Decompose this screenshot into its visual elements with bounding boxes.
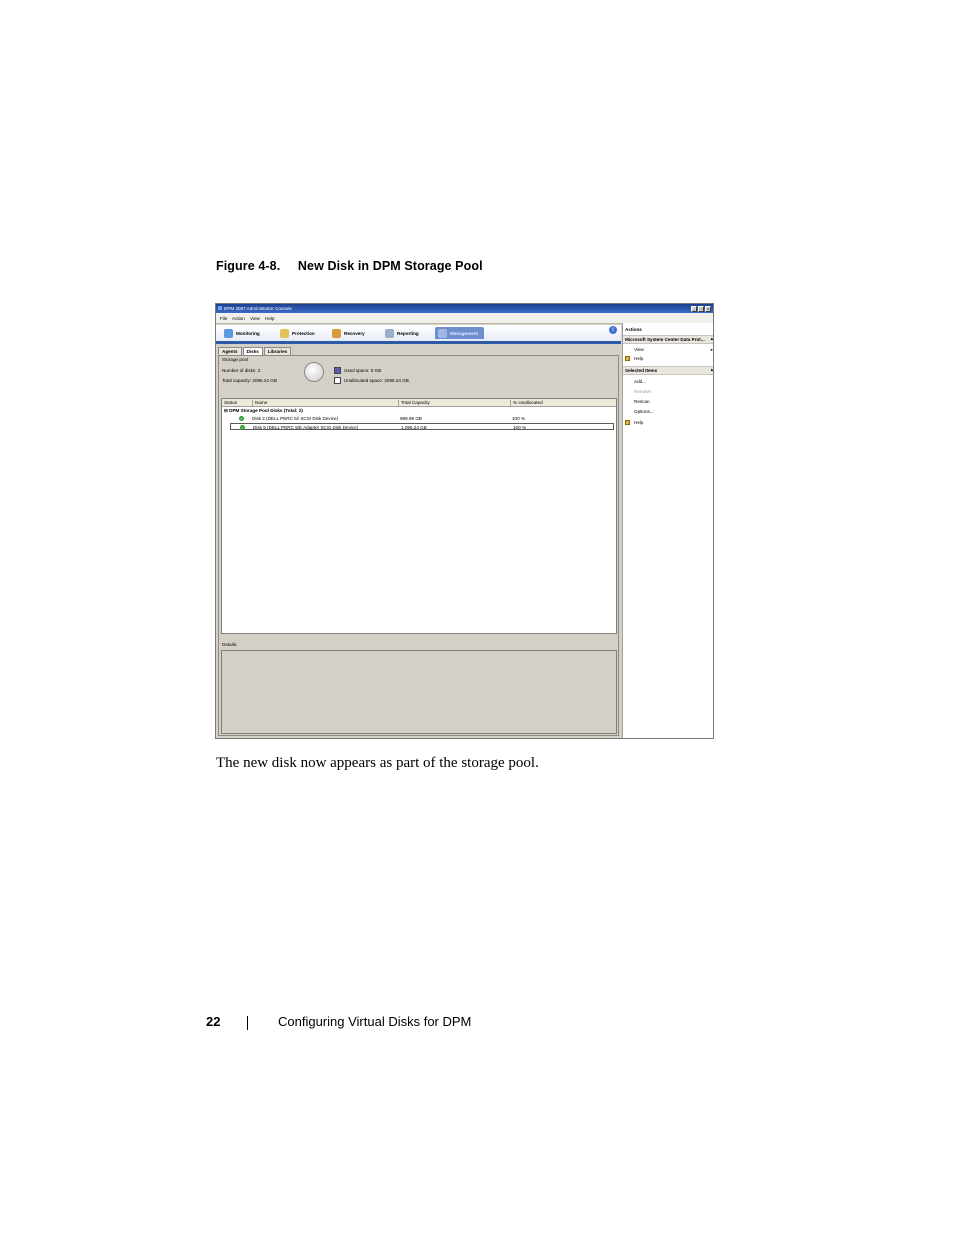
footer-separator [247, 1016, 248, 1030]
column-unallocated[interactable]: % Unallocated [510, 400, 543, 406]
menu-action[interactable]: Action [232, 315, 245, 321]
grid-header [222, 399, 616, 407]
group-label: DPM Storage Pool Disks (Total: 2) [229, 408, 303, 413]
actions-pane [622, 323, 714, 738]
tab-reporting-label: Reporting [397, 330, 419, 336]
figure-number: Figure 4-8. [216, 259, 281, 273]
app-icon [218, 306, 222, 310]
column-name[interactable]: Name [252, 400, 267, 406]
tab-recovery-label: Recovery [344, 330, 365, 336]
legend-unallocated-space [334, 377, 409, 384]
footer-title: Configuring Virtual Disks for DPM [278, 1014, 472, 1029]
details-label: Details: [222, 642, 238, 647]
used-space-label: Used space: 0 GB [344, 368, 382, 373]
collapse-icon[interactable]: ▴ [710, 336, 713, 341]
tab-protection-label: Protection [292, 330, 315, 336]
management-icon [438, 329, 447, 338]
actions-header: Actions [625, 327, 642, 332]
actions-context: Microsoft System Center Data Prot... [625, 337, 705, 342]
selected-items-header: Selected Items [625, 368, 658, 373]
body-paragraph: The new disk now appears as part of the storage pool. [216, 755, 539, 771]
dpm-console-screenshot [215, 303, 714, 739]
selected-items-bar[interactable] [623, 366, 714, 375]
menu-view[interactable]: View [250, 315, 260, 321]
action-rescan[interactable]: Rescan [634, 399, 650, 404]
disk-name: Disk 2 (DELL PERC 5/i SCSI Disk Device) [252, 416, 339, 421]
tab-agents[interactable]: Agents [218, 347, 242, 356]
protection-icon [280, 329, 289, 338]
disk-name: Disk 5 (DELL PERC 5/E Adapter SCSI Disk Device) [253, 425, 359, 430]
tab-monitoring-label: Monitoring [236, 330, 260, 336]
status-ok-icon: ✓ [240, 425, 245, 430]
figure-title: New Disk in DPM Storage Pool [297, 259, 483, 273]
grid-group-header[interactable]: ⊟ DPM Storage Pool Disks (Total: 2) [224, 408, 303, 413]
status-ok-icon: ✓ [239, 416, 244, 421]
actions-context-bar[interactable] [623, 335, 714, 344]
window-title: DPM 2007 Administrator Console [224, 305, 292, 311]
help-icon [625, 356, 630, 361]
recovery-icon [332, 329, 341, 338]
action-remove[interactable]: Remove [634, 389, 652, 394]
disks-pane [218, 355, 619, 736]
action-help-2[interactable]: Help [634, 420, 644, 425]
details-panel [221, 650, 617, 734]
chevron-right-icon: ▸ [710, 347, 713, 352]
number-of-disks: Number of disks: 2 [222, 368, 261, 373]
disk-unallocated: 100 % [513, 425, 527, 430]
maximize-button[interactable]: □ [699, 305, 703, 311]
navigation-bar [216, 325, 621, 344]
window-controls [691, 306, 711, 312]
used-space-swatch [334, 367, 341, 374]
disk-capacity: 999.99 GB [400, 416, 422, 421]
column-status[interactable]: Status [224, 400, 238, 405]
collapse-icon[interactable]: ▴ [710, 367, 713, 372]
disks-grid [221, 398, 617, 634]
disk-unallocated: 100 % [512, 416, 526, 421]
help-icon [625, 420, 630, 425]
tab-management-label: Management [450, 330, 479, 336]
tab-disks[interactable]: Disks [243, 347, 263, 356]
reporting-icon [385, 329, 394, 338]
action-view[interactable]: View [634, 347, 644, 352]
minimize-button[interactable]: _ [692, 305, 696, 311]
menu-file[interactable]: File [220, 315, 228, 321]
menu-help[interactable]: Help [265, 315, 275, 321]
page-number: 22 [206, 1014, 221, 1029]
tab-reporting[interactable] [385, 327, 419, 339]
disk-capacity: 1,096.24 GB [401, 425, 427, 430]
storage-pool-label: Storage pool [222, 357, 249, 362]
figure-caption [216, 259, 483, 273]
action-add[interactable]: Add... [634, 379, 647, 384]
tab-monitoring[interactable] [224, 327, 260, 339]
tab-libraries[interactable]: Libraries [264, 347, 291, 356]
close-button[interactable]: x [707, 305, 709, 311]
unallocated-space-swatch [334, 377, 341, 384]
tab-recovery[interactable] [332, 327, 365, 339]
unallocated-space-label: Unallocated space: 2096.24 GB [344, 378, 409, 383]
column-total-capacity[interactable]: Total Capacity [398, 400, 430, 406]
tab-protection[interactable] [280, 327, 315, 339]
table-row[interactable] [230, 423, 614, 430]
storage-pie-chart [304, 362, 324, 382]
tab-management[interactable] [435, 327, 484, 339]
monitoring-icon [224, 329, 233, 338]
table-row[interactable] [230, 415, 614, 422]
action-options[interactable]: Options... [634, 409, 654, 414]
info-icon[interactable]: i [609, 326, 617, 334]
legend-used-space [334, 367, 381, 374]
window-titlebar [216, 304, 713, 313]
total-capacity: Total capacity: 2096.24 GB [222, 378, 277, 383]
action-help[interactable]: Help [634, 356, 644, 361]
